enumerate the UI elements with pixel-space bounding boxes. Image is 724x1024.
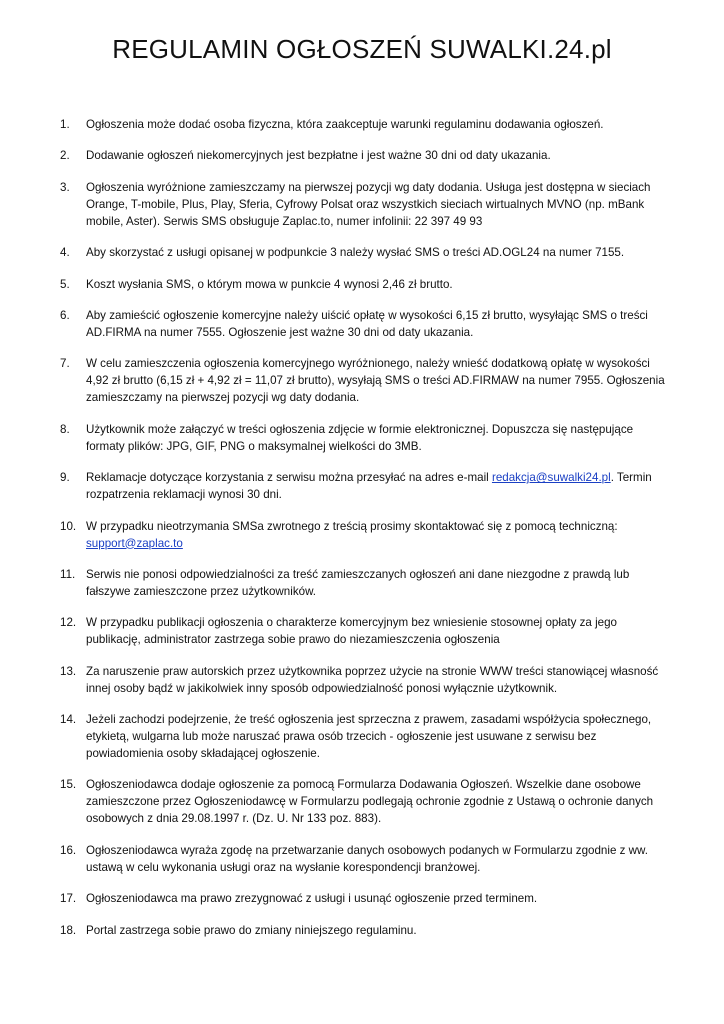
list-item bbox=[60, 518, 666, 552]
rule-number: 18. bbox=[60, 923, 77, 937]
list-item bbox=[60, 421, 666, 455]
rule-text: Dodawanie ogłoszeń niekomercyjnych jest bezpłatne i jest ważne 30 dni od daty ukazania. bbox=[86, 149, 551, 163]
rule-number: 3. bbox=[60, 180, 70, 194]
rule-text: Za naruszenie praw autorskich przez użytkownika poprzez użycie na stronie WWW treści stanowiącej własność innej osoby bądź w jakikolwiek inny sposób odpowiedzialność ponosi wyłącznie użytkownik. bbox=[86, 664, 659, 695]
rule-text: Koszt wysłania SMS, o którym mowa w punkcie 4 wynosi 2,46 zł brutto. bbox=[86, 277, 453, 291]
list-item bbox=[60, 469, 666, 503]
list-item bbox=[60, 355, 666, 406]
list-item bbox=[60, 663, 666, 697]
list-item bbox=[60, 566, 666, 600]
rules-list bbox=[60, 116, 666, 953]
rule-text: Aby zamieścić ogłoszenie komercyjne należy uiścić opłatę w wysokości 6,15 zł brutto, wysyłając SMS o treści AD.FIRMA na numer 7555. Ogłoszenie jest ważne 30 dni od daty ukazania. bbox=[86, 308, 648, 339]
rule-text: Jeżeli zachodzi podejrzenie, że treść ogłoszenia jest sprzeczna z prawem, zasadami współżycia społecznego, etykietą, wulgarna lub może naruszać prawa osób trzecich - ogłoszenie jest usuwane z serwisu bez powiadomienia osoby składającej ogłoszenie. bbox=[86, 713, 652, 761]
rule-number: 7. bbox=[60, 357, 70, 371]
rule-text: Ogłoszeniodawca wyraża zgodę na przetwarzanie danych osobowych podanych w Formularzu zgodnie z ww. ustawą w celu wykonania usługi oraz na wysłanie korespondencji branżowej. bbox=[86, 843, 648, 874]
rule-number: 4. bbox=[60, 246, 70, 260]
rule-text: Ogłoszeniodawca dodaje ogłoszenie za pomocą Formularza Dodawania Ogłoszeń. Wszelkie dane osobowe zamieszczone przez Ogłoszeniodawcę w Formularzu podlegają ochronie zgodnie z Ustawą o ochronie danych osobowych z dnia 29.08.1997 r. (Dz. U. Nr 133 poz. 883). bbox=[86, 778, 654, 826]
rule-number: 14. bbox=[60, 713, 77, 727]
list-item bbox=[60, 711, 666, 762]
rule-text bbox=[86, 518, 666, 552]
list-item bbox=[60, 179, 666, 230]
list-item bbox=[60, 922, 666, 939]
list-item bbox=[60, 890, 666, 907]
list-item bbox=[60, 307, 666, 341]
rule-text: W przypadku publikacji ogłoszenia o charakterze komercyjnym bez wniesienie stosownej opłaty za jego publikację, administrator zastrzega sobie prawo do niezamieszczenia ogłoszenia bbox=[86, 616, 617, 647]
rule-number: 6. bbox=[60, 308, 70, 322]
list-item bbox=[60, 842, 666, 876]
rule-text: Portal zastrzega sobie prawo do zmiany niniejszego regulaminu. bbox=[86, 923, 417, 937]
list-item bbox=[60, 116, 666, 133]
rule-text-before: W przypadku nieotrzymania SMSa zwrotnego z treścią prosimy skontaktować się z pomocą techniczną: bbox=[86, 519, 618, 533]
email-link-support[interactable]: support@zaplac.to bbox=[86, 536, 183, 550]
rule-number: 16. bbox=[60, 843, 77, 857]
rule-number: 2. bbox=[60, 149, 70, 163]
rule-number: 15. bbox=[60, 778, 77, 792]
rule-text: Ogłoszeniodawca ma prawo zrezygnować z usługi i usunąć ogłoszenie przed terminem. bbox=[86, 892, 538, 906]
rule-text-before: Reklamacje dotyczące korzystania z serwisu można przesyłać na adres e-mail bbox=[86, 471, 492, 485]
rule-number: 13. bbox=[60, 664, 77, 678]
rule-number: 5. bbox=[60, 277, 70, 291]
list-item bbox=[60, 147, 666, 164]
rule-number: 1. bbox=[60, 118, 70, 131]
rule-number: 10. bbox=[60, 519, 77, 533]
page-title: REGULAMIN OGŁOSZEŃ SUWALKI.24.pl bbox=[112, 34, 612, 64]
rule-text: Aby skorzystać z usługi opisanej w podpunkcie 3 należy wysłać SMS o treści AD.OGL24 na numer 7155. bbox=[86, 246, 625, 260]
rule-number: 11. bbox=[60, 567, 76, 581]
rule-text: W celu zamieszczenia ogłoszenia komercyjnego wyróżnionego, należy wnieść dodatkową opłatę w wysokości 4,92 zł brutto (6,15 zł + 4,92 zł = 11,07 zł brutto), wysyłają SMS o treści AD.FIRMAW na numer 7955. Ogłoszenia zamieszczamy na pierwszej pozycji wg daty dodania. bbox=[86, 357, 665, 405]
list-item bbox=[60, 276, 666, 293]
rule-text-after: . Termin rozpatrzenia reklamacji wynosi 30 dni. bbox=[86, 471, 652, 502]
rule-number: 9. bbox=[60, 471, 70, 485]
rule-text bbox=[86, 469, 666, 503]
rule-text: Serwis nie ponosi odpowiedzialności za treść zamieszczanych ogłoszeń ani dane niezgodne z prawdą lub fałszywe zamieszczone przez użytkowników. bbox=[86, 567, 630, 598]
rule-text: Ogłoszenia może dodać osoba fizyczna, która zaakceptuje warunki regulaminu dodawania ogłoszeń. bbox=[86, 118, 604, 131]
rule-number: 12. bbox=[60, 616, 77, 630]
rule-number: 17. bbox=[60, 892, 77, 906]
rule-number: 8. bbox=[60, 422, 70, 436]
rule-text: Użytkownik może załączyć w treści ogłoszenia zdjęcie w formie elektronicznej. Dopuszcza się następujące formaty plików: JPG, GIF, PNG o maksymalnej wielkości do 3MB. bbox=[86, 422, 634, 453]
list-item bbox=[60, 776, 666, 827]
rule-text: Ogłoszenia wyróżnione zamieszczamy na pierwszej pozycji wg daty dodania. Usługa jest dostępna w sieciach Orange, T-mobile, Plus, Play, Sferia, Cyfrowy Polsat oraz wszystkich sieciach wirtualnych MVNO (np. mBank mobile, Aster). Serwis SMS obsługuje Zaplac.to, numer infolinii: 22 397 49 93 bbox=[86, 180, 651, 228]
list-item bbox=[60, 614, 666, 648]
list-item bbox=[60, 244, 666, 261]
email-link-redakcja[interactable]: redakcja@suwalki24.pl bbox=[491, 471, 611, 485]
